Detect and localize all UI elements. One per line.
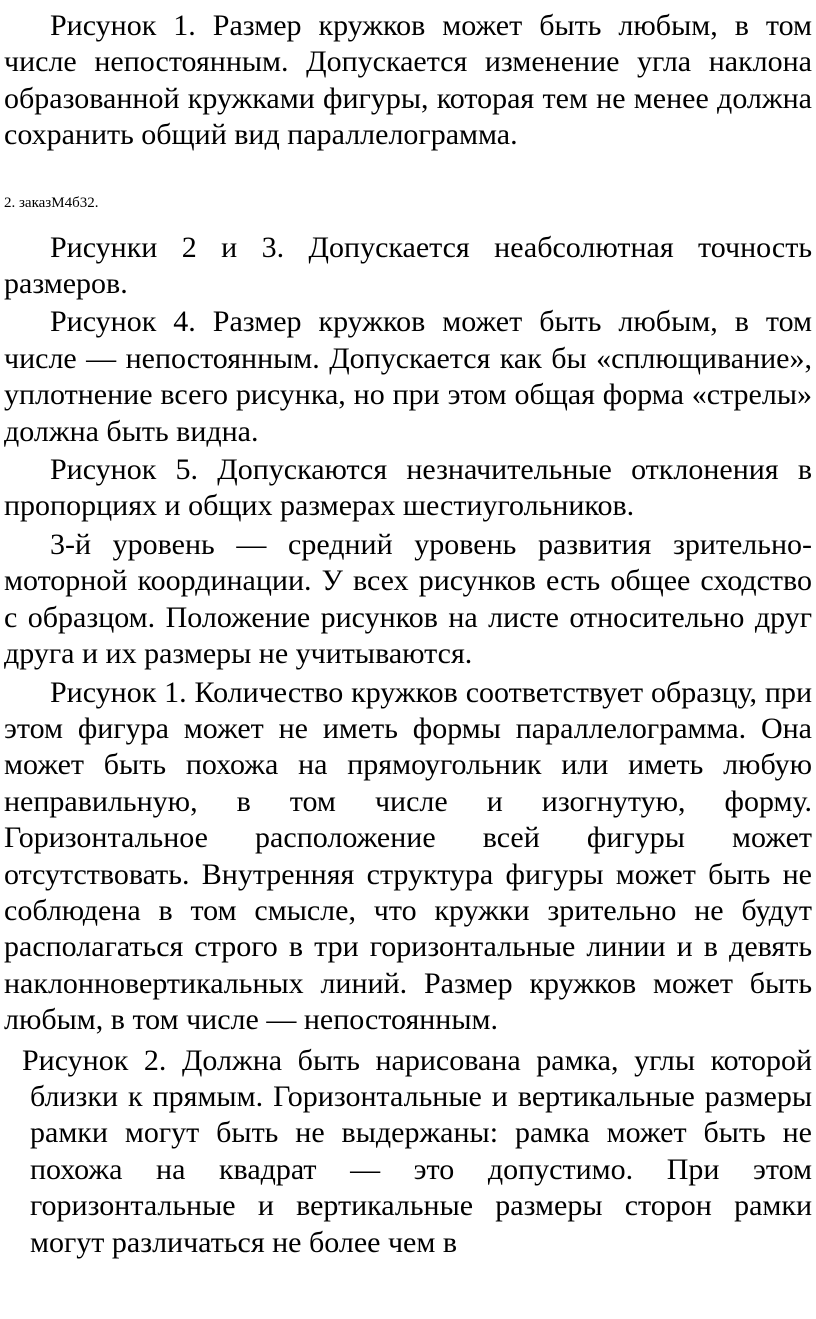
paragraph-figure-5: Рисунок 5. Допускаются незначительные отклонения в пропорциях и общих размерах шестиугольников. — [4, 453, 812, 523]
paragraph-figure-4: Рисунок 4. Размер кружков может быть любым, в том числе — непостоянным. Допускается как бы «сплющивание», уплотнение всего рисунка, но при этом общая форма «стрелы» должна быть видна. — [4, 305, 812, 448]
paragraph-level-3-figure-1: Рисунок 1. Количество кружков соответствует образцу, при этом фигура может не иметь формы параллелограмма. Она может быть похожа на прямоугольник или иметь любую неправильную, в том числе и изогнутую, форму. Горизонтальное расположение всей фигуры может отсутствовать. Внутренняя структура фигуры может быть не соблюдена в том смысле, что кружки зрительно не будут располагаться строго в три горизонтальные линии и в девять наклонновертикальных линий. Размер кружков может быть любым, в том числе — непостоянным. — [4, 675, 812, 1037]
paragraph-level-3-figure-2: Рисунок 2. Должна быть нарисована рамка, углы которой близки к прямым. Горизонтальные и вертикальные размеры рамки могут быть не выдержаны: рамка может быть не похожа на квадрат — это допустимо. При этом горизонтальные и вертикальные размеры сторон рамки могут различаться не более чем в — [22, 1043, 812, 1259]
order-note: 2. заказМ4б32. — [4, 194, 99, 211]
paragraph-figure-1-size: Рисунок 1. Размер кружков может быть любым, в том числе непостоянным. Допускается изменение угла наклона образованной кружками фигуры, которая тем не менее должна сохранить общий вид параллелограмма. — [4, 9, 812, 152]
paragraph-figures-2-3: Рисунки 2 и 3. Допускается неабсолютная точность размеров. — [4, 230, 812, 301]
paragraph-level-3: 3-й уровень — средний уровень развития зрительно-моторной координации. У всех рисунков есть общее сходство с образцом. Положение рисунков на листе относительно друг друга и их размеры не учитываются. — [4, 527, 812, 671]
